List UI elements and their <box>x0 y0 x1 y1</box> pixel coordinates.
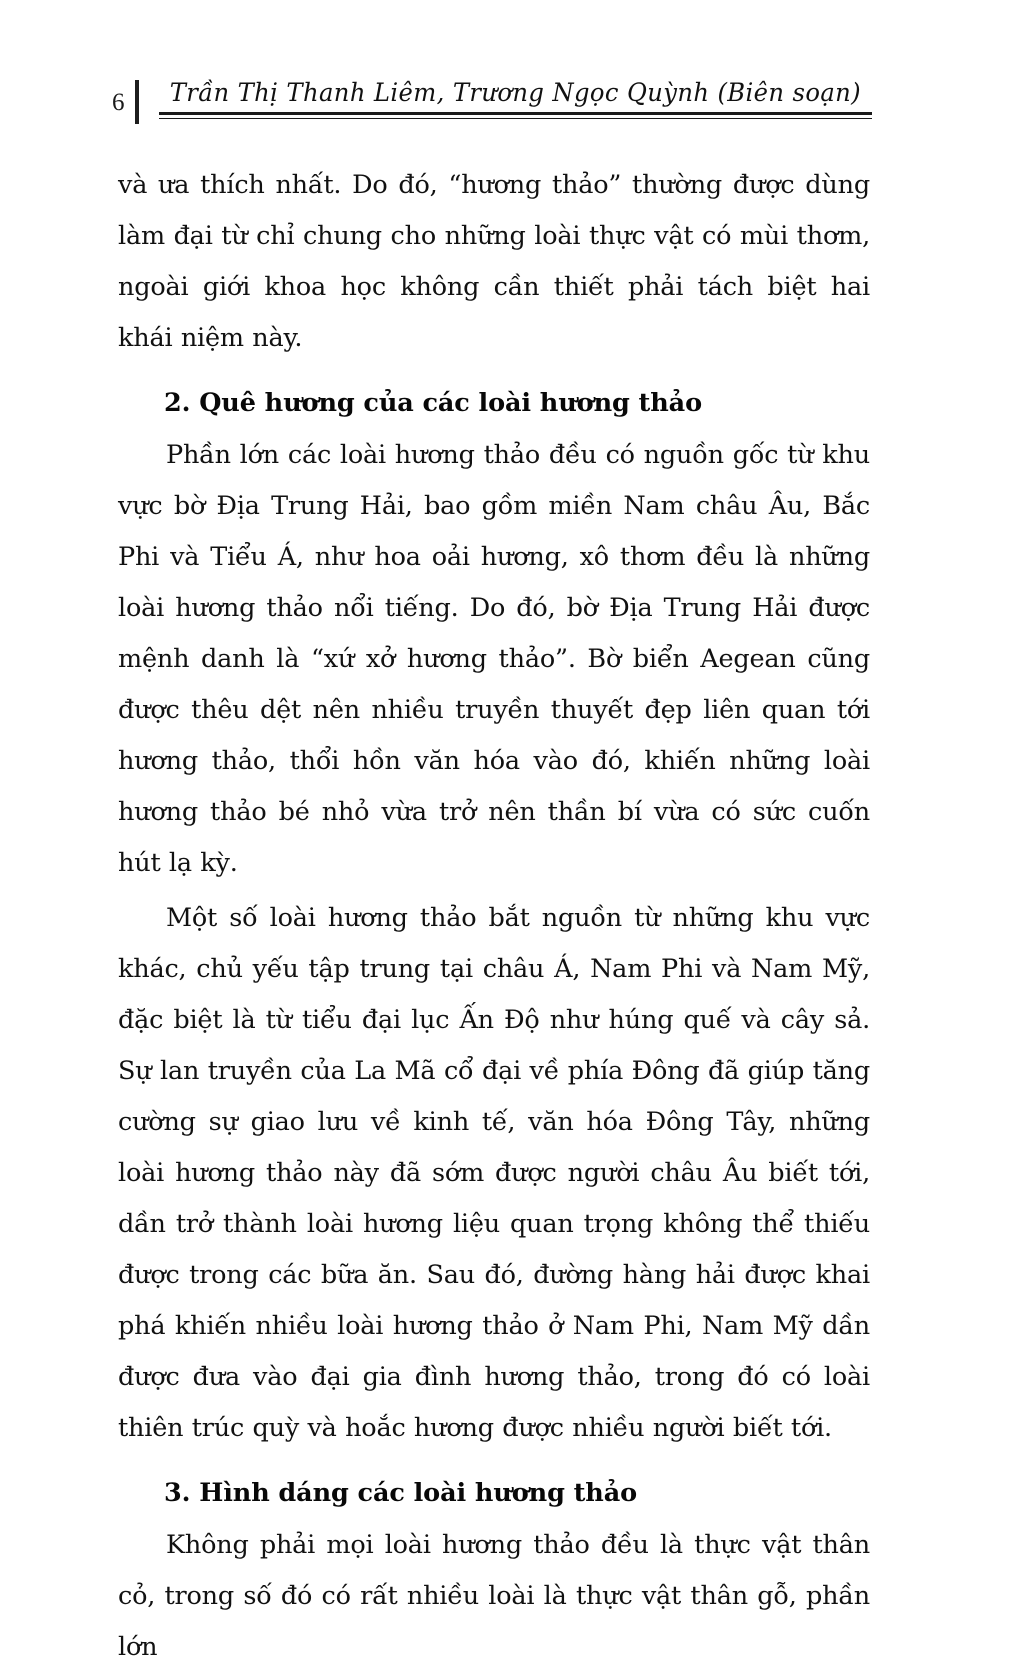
header-title: Trần Thị Thanh Liêm, Trương Ngọc Quỳnh (Biên soạn) <box>169 78 862 107</box>
paragraph-origin-2: Một số loài hương thảo bắt nguồn từ những khu vực khác, chủ yếu tập trung tại châu Á, Nam Phi và Nam Mỹ, đặc biệt là từ tiểu đại lục Ấn Độ như húng quế và cây sả. Sự lan truyền của La Mã cổ đại về phía Đông đã giúp tăng cường sự giao lưu về kinh tế, văn hóa Đông Tây, những loài hương thảo này đã sớm được người châu Âu biết tới, dần trở thành loài hương liệu quan trọng không thể thiếu được trong các bữa ăn. Sau đó, đường hàng hải được khai phá khiến nhiều loài hương thảo ở Nam Phi, Nam Mỹ dần được đưa vào đại gia đình hương thảo, trong đó có loài thiên trúc quỳ và hoắc hương được nhiều người biết tới. <box>118 903 870 1443</box>
running-header <box>112 78 872 138</box>
section-heading-2: 2. Quê hương của các loài hương thảo <box>164 388 702 418</box>
page-body <box>118 160 870 1677</box>
paragraph-shape-1: Không phải mọi loài hương thảo đều là thực vật thân cỏ, trong số đó có rất nhiều loài là thực vật thân gỗ, phần lớn <box>118 1530 870 1662</box>
page-number: 6 <box>112 89 125 116</box>
header-horizontal-rule <box>159 112 872 119</box>
paragraph-origin-1: Phần lớn các loài hương thảo đều có nguồn gốc từ khu vực bờ Địa Trung Hải, bao gồm miền Nam châu Âu, Bắc Phi và Tiểu Á, như hoa oải hương, xô thơm đều là những loài hương thảo nổi tiếng. Do đó, bờ Địa Trung Hải được mệnh danh là “xứ xở hương thảo”. Bờ biển Aegean cũng được thêu dệt nên nhiều truyền thuyết đẹp liên quan tới hương thảo, thổi hồn văn hóa vào đó, khiến những loài hương thảo bé nhỏ vừa trở nên thần bí vừa có sức cuốn hút lạ kỳ. <box>118 440 870 878</box>
paragraph-continued: và ưa thích nhất. Do đó, “hương thảo” thường được dùng làm đại từ chỉ chung cho những loài thực vật có mùi thơm, ngoài giới khoa học không cần thiết phải tách biệt hai khái niệm này. <box>118 170 870 353</box>
header-title-block <box>159 78 872 119</box>
section-heading-3: 3. Hình dáng các loài hương thảo <box>164 1478 638 1508</box>
header-vertical-rule <box>135 80 139 124</box>
